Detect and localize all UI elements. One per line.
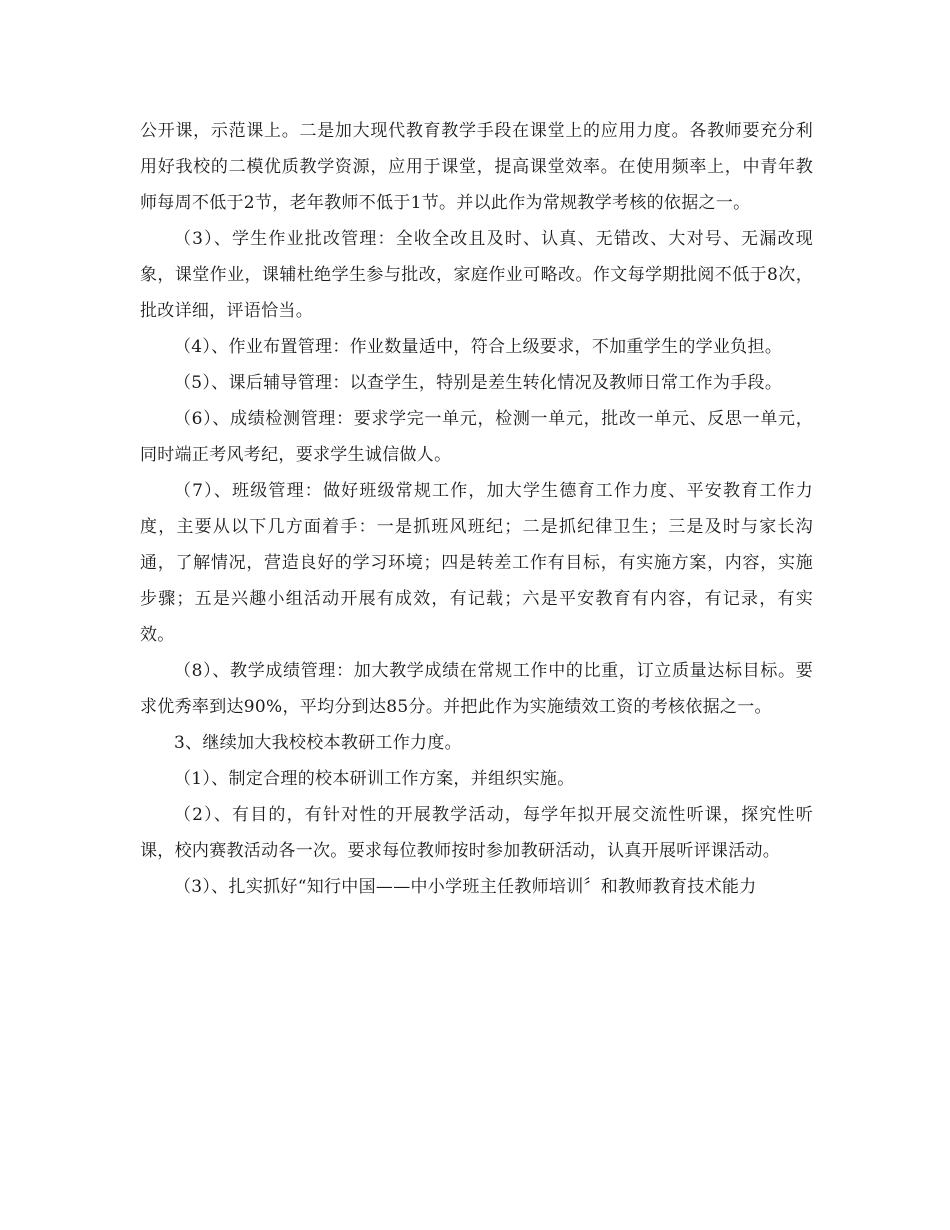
paragraph-class-management: （7）、班级管理：做好班级常规工作，加大学生德育工作力度、平安教育工作力度，主要从以下几方面着手：一是抓班风班纪；二是抓纪律卫生；三是及时与家长沟通，了解情况，营造良好的学习环境；四是转差工作有目标，有实施方案，内容，实施步骤；五是兴趣小组活动开展有成效，有记载；六是平安教育有内容，有记录，有实效。	[140, 481, 813, 645]
paragraph-teaching-results: （8）、教学成绩管理：加大教学成绩在常规工作中的比重，订立质量达标目标。要求优秀率到达90%，平均分到达85分。并把此作为实施绩效工资的考核依据之一。	[140, 661, 813, 717]
document-body	[140, 113, 813, 905]
paragraph-continuation: 公开课，示范课上。二是加大现代教育教学手段在课堂上的应用力度。各教师要充分利用好我校的二模优质教学资源，应用于课堂，提高课堂效率。在使用频率上，中青年教师每周不低于2节，老年教师不低于1节。并以此作为常规教学考核的依据之一。	[140, 121, 813, 213]
paragraph-teaching-activities: （2）、有目的，有针对性的开展教学活动，每学年拟开展交流性听课，探究性听课，校内赛教活动各一次。要求每位教师按时参加教研活动，认真开展听评课活动。	[140, 805, 813, 861]
section-heading-school-research: 3、继续加大我校校本教研工作力度。	[174, 733, 462, 753]
paragraph-homework-assignment: （4）、作业布置管理：作业数量适中，符合上级要求，不加重学生的学业负担。	[174, 337, 783, 357]
paragraph-homework-grading: （3）、学生作业批改管理：全收全改且及时、认真、无错改、大对号、无漏改现象，课堂作业，课辅杜绝学生参与批改，家庭作业可略改。作文每学期批阅不低于8次，批改详细，评语恰当。	[140, 229, 813, 321]
paragraph-teacher-training: （3）、扎实抓好“知行中国——中小学班主任教师培训〞和教师教育技术能力	[174, 877, 757, 897]
paragraph-research-plan: （1）、制定合理的校本研训工作方案，并组织实施。	[174, 769, 575, 789]
paragraph-after-class-tutoring: （5）、课后辅导管理：以查学生，特别是差生转化情况及教师日常工作为手段。	[174, 373, 783, 393]
paragraph-score-testing: （6）、成绩检测管理：要求学完一单元，检测一单元，批改一单元、反思一单元，同时端正考风考纪，要求学生诚信做人。	[140, 409, 813, 465]
